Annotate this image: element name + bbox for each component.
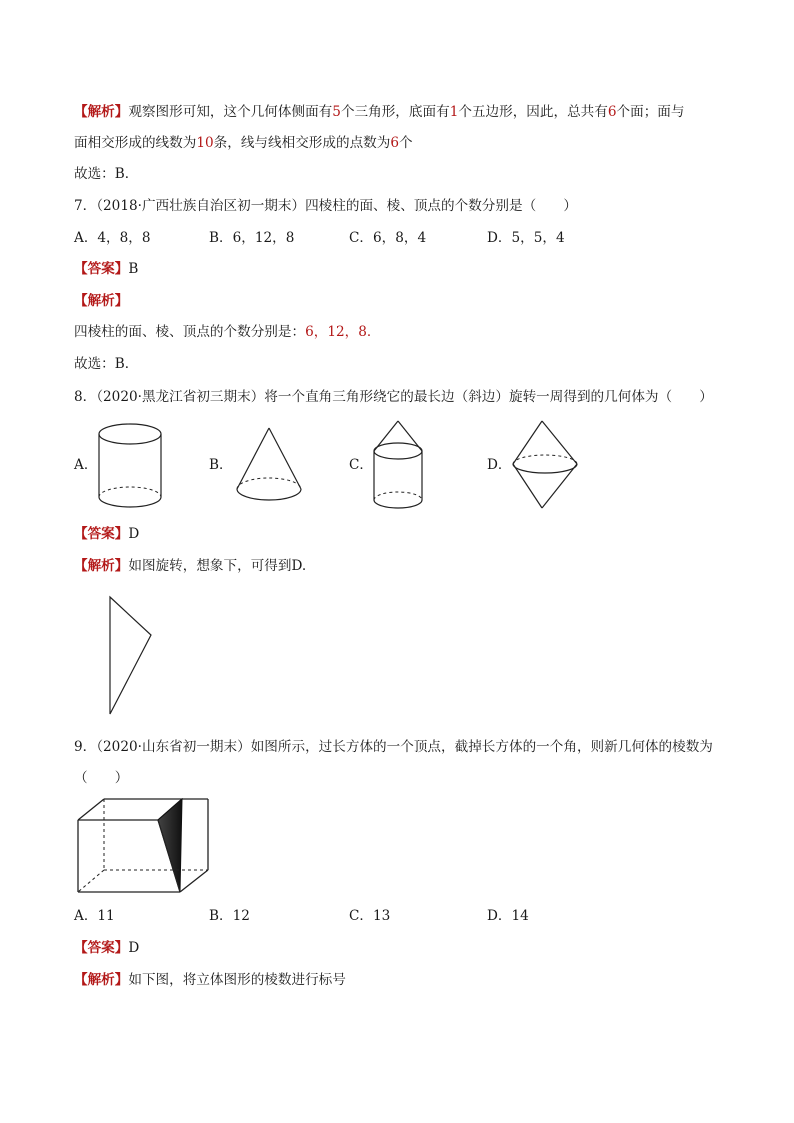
q9-option-d: D．14 (487, 908, 529, 924)
q8-option-b: B． (209, 457, 233, 473)
cone-figure (233, 425, 305, 505)
q7-option-d: D．5，5，4 (487, 230, 565, 246)
q8-option-d: D． (487, 457, 512, 473)
q9-analysis: 【解析】如下图，将立体图形的棱数进行标号 (74, 972, 346, 988)
right-triangle-figure (104, 593, 156, 717)
q9-option-a: A．11 (74, 908, 115, 924)
q7-choice: 故选：B． (74, 356, 139, 372)
q6-analysis-line2: 面相交形成的线数为10条，线与线相交形成的点数为6个 (74, 135, 413, 151)
answer-tag: 【答案】 (74, 526, 129, 542)
q8-stem: 8．（2020·黑龙江省初三期末）将一个直角三角形绕它的最长边（斜边）旋转一周得到的几何体为（ ） (74, 389, 713, 405)
q7-analysis: 四棱柱的面、棱、顶点的个数分别是：6，12，8． (74, 324, 381, 340)
q8-answer: 【答案】D (74, 526, 140, 542)
q9-stem-line1: 9．（2020·山东省初一期末）如图所示，过长方体的一个顶点，截掉长方体的一个角，则新几何体的棱数为 (74, 739, 713, 755)
cylinder-figure (94, 420, 166, 512)
q8-option-a: A． (74, 457, 98, 473)
q9-stem-line2: （ ） (74, 770, 129, 786)
analysis-tag: 【解析】 (74, 104, 129, 120)
double-cone-figure (508, 418, 584, 512)
analysis-tag: 【解析】 (74, 558, 129, 574)
q8-option-c: C． (349, 457, 373, 473)
q6-analysis-line1: 【解析】观察图形可知，这个几何体侧面有5个三角形，底面有1个五边形，因此，总共有6个面；面与 (74, 104, 685, 120)
analysis-tag: 【解析】 (74, 972, 129, 988)
q7-option-c: C．6，8，4 (349, 230, 427, 246)
q9-option-b: B．12 (209, 908, 250, 924)
q9-answer: 【答案】D (74, 940, 140, 956)
cone-cylinder-figure (370, 418, 426, 514)
q7-option-b: B．6，12，8 (209, 230, 295, 246)
q6-choice: 故选：B． (74, 166, 139, 182)
q9-option-c: C．13 (349, 908, 391, 924)
q8-analysis: 【解析】如图旋转，想象下，可得到D. (74, 558, 307, 574)
cut-cuboid-figure (74, 796, 214, 896)
q7-answer: 【答案】B (74, 261, 139, 277)
q7-analysis-tag: 【解析】 (74, 293, 129, 309)
q7-option-a: A．4，8，8 (74, 230, 151, 246)
answer-tag: 【答案】 (74, 940, 129, 956)
q7-stem: 7．（2018·广西壮族自治区初一期末）四棱柱的面、棱、顶点的个数分别是（ ） (74, 198, 577, 214)
answer-tag: 【答案】 (74, 261, 129, 277)
